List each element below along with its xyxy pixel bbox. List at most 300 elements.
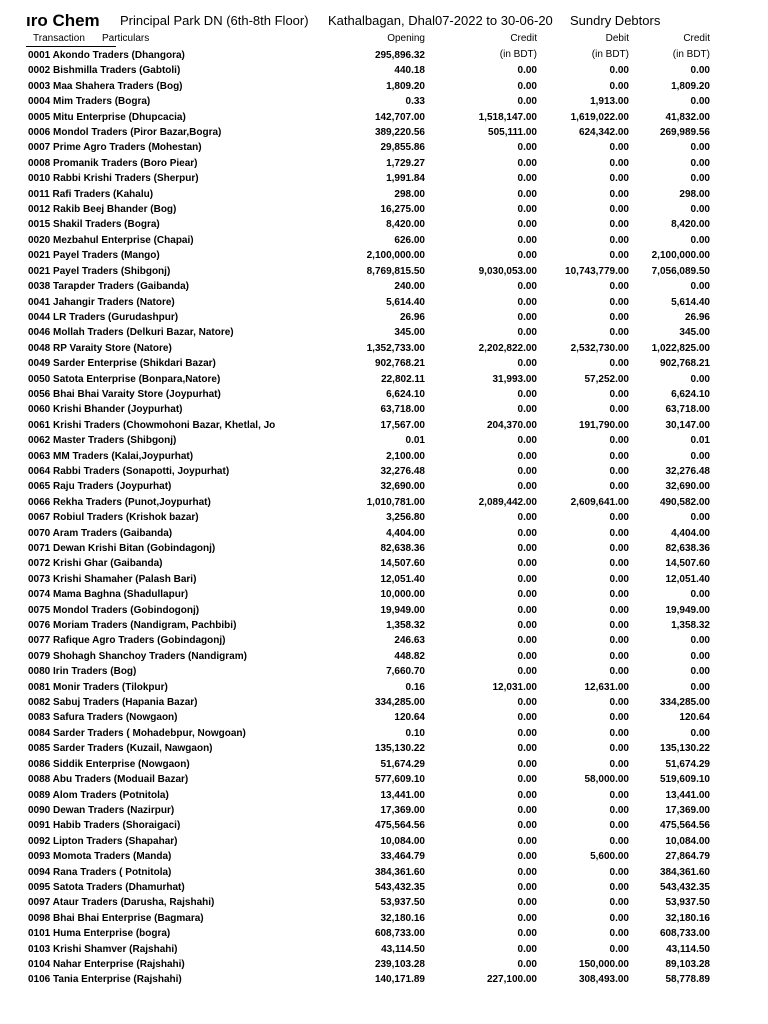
party-name: 0092 Lipton Traders (Shapahar): [28, 835, 178, 847]
credit-unit: (in BDT): [499, 49, 537, 60]
opening-value: 135,130.22: [374, 743, 425, 755]
table-row: [0, 295, 768, 310]
table-row: [0, 94, 768, 109]
debit-value: 0.00: [609, 620, 629, 632]
party-name: 0066 Rekha Traders (Punot,Joypurhat): [28, 496, 211, 508]
credit-value: 227,100.00: [486, 974, 537, 986]
table-row: [0, 618, 768, 633]
opening-value: 0.01: [405, 435, 425, 447]
table-row: [0, 48, 768, 63]
party-name: 0103 Krishi Shamver (Rajshahi): [28, 943, 178, 955]
closing-value: 0.00: [690, 635, 710, 647]
opening-value: 475,564.56: [374, 820, 425, 832]
party-name: 0085 Sarder Traders (Kuzail, Nawgaon): [28, 743, 213, 755]
table-row: [0, 680, 768, 695]
party-name: 0015 Shakil Traders (Bogra): [28, 219, 160, 231]
opening-value: 19,949.00: [380, 604, 425, 616]
closing-value: 135,130.22: [659, 743, 710, 755]
credit-value: 0.00: [517, 296, 537, 308]
opening-value: 0.10: [405, 727, 425, 739]
party-name: 0080 Irin Traders (Bog): [28, 666, 137, 678]
opening-value: 5,614.40: [386, 296, 425, 308]
opening-value: 51,674.29: [380, 758, 425, 770]
closing-value: 32,180.16: [665, 912, 710, 924]
credit-value: 0.00: [517, 481, 537, 493]
column-particulars: Particulars: [102, 33, 150, 44]
closing-value: 30,147.00: [665, 419, 710, 431]
closing-value: 0.00: [690, 281, 710, 293]
table-row: [0, 603, 768, 618]
closing-value: 0.00: [690, 157, 710, 169]
table-row: [0, 972, 768, 987]
credit-value: 0.00: [517, 881, 537, 893]
credit-value: 0.00: [517, 928, 537, 940]
opening-value: 1,991.84: [386, 173, 425, 185]
credit-value: 0.00: [517, 450, 537, 462]
table-row: [0, 926, 768, 941]
credit-value: 0.00: [517, 820, 537, 832]
debit-value: 2,609,641.00: [570, 496, 629, 508]
debit-value: 0.00: [609, 820, 629, 832]
closing-value: 298.00: [679, 188, 710, 200]
credit-value: 0.00: [517, 388, 537, 400]
credit-value: 0.00: [517, 435, 537, 447]
closing-value: 608,733.00: [659, 928, 710, 940]
debit-value: 308,493.00: [578, 974, 629, 986]
opening-value: 1,010,781.00: [366, 496, 425, 508]
debit-value: 0.00: [609, 173, 629, 185]
party-name: 0004 Mim Traders (Bogra): [28, 96, 151, 108]
closing-value: 4,404.00: [671, 527, 710, 539]
debit-value: 0.00: [609, 65, 629, 77]
closing-value: 43,114.50: [666, 943, 710, 955]
party-name: 0010 Rabbi Krishi Traders (Sherpur): [28, 173, 199, 185]
closing-value: 32,690.00: [665, 481, 710, 493]
table-row: [0, 279, 768, 294]
table-row: [0, 233, 768, 248]
closing-value: 120.64: [679, 712, 710, 724]
debit-value: 0.00: [609, 543, 629, 554]
table-row: [0, 140, 768, 155]
party-name: 0067 Robiul Traders (Krishok bazar): [28, 512, 199, 524]
debit-value: 0.00: [609, 157, 629, 169]
credit-value: 0.00: [517, 620, 537, 632]
opening-value: 246.63: [394, 635, 425, 647]
opening-value: 448.82: [394, 650, 425, 662]
party-name: 0086 Siddik Enterprise (Nowgaon): [28, 758, 190, 770]
column-opening: Opening: [387, 33, 425, 44]
opening-value: 902,768.21: [374, 358, 425, 370]
credit-value: 0.00: [517, 897, 537, 909]
credit-value: 0.00: [517, 573, 537, 585]
closing-value: 32,276.48: [665, 465, 710, 477]
debit-value: 0.00: [609, 943, 629, 955]
closing-value: 0.00: [690, 650, 710, 662]
debit-value: 0.00: [609, 758, 629, 770]
debit-value: 624,342.00: [578, 127, 629, 139]
closing-value: 345.00: [679, 327, 710, 339]
party-name: 0101 Huma Enterprise (bogra): [28, 928, 171, 940]
closing-value: 0.00: [690, 173, 710, 185]
table-row: [0, 849, 768, 864]
credit-value: 0.00: [517, 142, 537, 154]
debit-value: 0.00: [609, 712, 629, 724]
closing-value: 2,100,000.00: [651, 250, 710, 262]
opening-value: 384,361.60: [374, 866, 425, 878]
credit-value: 0.00: [517, 80, 537, 92]
opening-value: 577,609.10: [374, 774, 425, 786]
credit-value: 0.00: [517, 912, 537, 924]
debit-value: 0.00: [609, 188, 629, 200]
debit-value: 0.00: [609, 450, 629, 462]
opening-value: 4,404.00: [386, 527, 425, 539]
debit-value: 0.00: [609, 327, 629, 339]
party-name: 0089 Alom Traders (Potnitola): [28, 789, 169, 801]
table-row: [0, 818, 768, 833]
table-row: [0, 387, 768, 402]
closing-value: 0.00: [690, 142, 710, 154]
company-name: ıro Chem: [26, 11, 100, 30]
table-row: [0, 248, 768, 263]
debit-value: 0.00: [609, 666, 629, 678]
credit-value: 0.00: [517, 234, 537, 246]
table-row: [0, 171, 768, 186]
opening-value: 1,809.20: [386, 80, 425, 92]
table-row: [0, 541, 768, 556]
credit-value: 0.00: [517, 527, 537, 539]
table-row: [0, 341, 768, 356]
opening-value: 12,051.40: [380, 573, 425, 585]
opening-value: 33,464.79: [380, 851, 425, 863]
party-name: 0097 Ataur Traders (Darusha, Rajshahi): [28, 897, 215, 909]
table-row: [0, 217, 768, 232]
party-name: 0088 Abu Traders (Moduail Bazar): [28, 774, 189, 786]
opening-value: 10,084.00: [380, 835, 425, 847]
opening-value: 22,802.11: [381, 373, 425, 385]
table-row: [0, 156, 768, 171]
table-row: [0, 464, 768, 479]
credit-value: 0.00: [517, 943, 537, 955]
opening-value: 0.16: [405, 681, 425, 693]
debit-value: 0.00: [609, 435, 629, 447]
credit-value: 0.00: [517, 866, 537, 878]
credit-value: 0.00: [517, 604, 537, 616]
debit-value: 0.00: [609, 404, 629, 416]
party-name: 0106 Tania Enterprise (Rajshahi): [28, 974, 182, 986]
debit-value: 0.00: [609, 727, 629, 739]
debit-value: 0.00: [609, 388, 629, 400]
opening-value: 2,100,000.00: [366, 250, 425, 262]
table-row: [0, 310, 768, 325]
credit-value: 2,202,822.00: [478, 342, 537, 354]
report-title: Sundry Debtors: [570, 13, 661, 28]
location-period: Kathalbagan, Dhal07-2022 to 30-06-20: [328, 13, 553, 28]
party-name: 0104 Nahar Enterprise (Rajshahi): [28, 958, 185, 970]
debit-value: 0.00: [609, 897, 629, 909]
party-name: 0021 Payel Traders (Mango): [28, 250, 160, 262]
debit-value: 0.00: [609, 142, 629, 154]
credit-value: 0.00: [517, 635, 537, 647]
closing-value: 0.00: [690, 204, 710, 216]
credit-value: 0.00: [517, 65, 537, 77]
opening-value: 32,690.00: [380, 481, 425, 493]
credit-value: 0.00: [517, 358, 537, 370]
party-name: 0083 Safura Traders (Nowgaon): [28, 712, 178, 724]
closing-value: 13,441.00: [665, 789, 710, 801]
credit-value: 0.00: [517, 188, 537, 200]
opening-value: 0.33: [405, 96, 425, 108]
closing-value: 269,989.56: [659, 127, 710, 139]
table-row: [0, 572, 768, 587]
table-row: [0, 202, 768, 217]
opening-value: 298.00: [394, 188, 425, 200]
credit-value: 0.00: [517, 281, 537, 293]
report-header: [0, 0, 768, 32]
debit-value: 0.00: [609, 465, 629, 477]
table-row: [0, 726, 768, 741]
debit-value: 0.00: [609, 635, 629, 647]
credit-value: 0.00: [517, 666, 537, 678]
table-row: [0, 372, 768, 387]
opening-value: 17,369.00: [380, 804, 425, 816]
debit-value: 0.00: [609, 804, 629, 816]
table-row: [0, 633, 768, 648]
closing-value: 543,432.35: [659, 881, 710, 893]
column-transaction: Transaction: [33, 33, 85, 44]
table-row: [0, 63, 768, 78]
credit-value: 0.00: [517, 558, 537, 570]
table-row: [0, 772, 768, 787]
table-row: [0, 79, 768, 94]
party-name: 0074 Mama Baghna (Shadullapur): [28, 589, 189, 601]
credit-value: 0.00: [517, 96, 537, 108]
opening-value: 8,769,815.50: [366, 265, 425, 277]
opening-value: 2,100.00: [386, 450, 425, 462]
closing-value: 902,768.21: [659, 358, 710, 370]
credit-value: 0.00: [517, 589, 537, 601]
closing-value: 27,864.79: [665, 851, 710, 863]
closing-value: 0.00: [690, 373, 710, 385]
opening-value: 389,220.56: [374, 127, 425, 139]
debtors-table: [0, 48, 768, 988]
opening-value: 16,275.00: [380, 204, 425, 216]
debit-value: 0.00: [609, 204, 629, 216]
debit-value: 0.00: [609, 697, 629, 709]
closing-value: 519,609.10: [659, 774, 710, 786]
debit-value: 0.00: [609, 835, 629, 847]
debit-value: 0.00: [609, 234, 629, 246]
table-row: [0, 895, 768, 910]
party-name: 0094 Rana Traders ( Potnitola): [28, 866, 172, 878]
debit-value: 12,631.00: [584, 681, 629, 693]
debit-value: 0.00: [609, 650, 629, 662]
debit-value: 0.00: [609, 589, 629, 601]
party-name: 0077 Rafique Agro Traders (Gobindagonj): [28, 635, 226, 647]
credit-value: 12,031.00: [492, 681, 537, 693]
debit-value: 57,252.00: [584, 373, 629, 385]
closing-value: 0.00: [690, 666, 710, 678]
credit-value: 0.00: [517, 465, 537, 477]
closing-value: 0.00: [690, 65, 710, 77]
credit-value: 0.00: [517, 712, 537, 724]
opening-value: 3,256.80: [386, 512, 425, 524]
credit-value: 0.00: [517, 404, 537, 416]
credit-value: 0.00: [517, 958, 537, 970]
debit-value: 0.00: [609, 912, 629, 924]
opening-value: 8,420.00: [386, 219, 425, 231]
credit-value: 0.00: [517, 727, 537, 739]
party-name: 0007 Prime Agro Traders (Mohestan): [28, 142, 202, 154]
closing-value: 14,507.60: [665, 558, 710, 570]
credit-value: 0.00: [517, 157, 537, 169]
party-name: 0090 Dewan Traders (Nazirpur): [28, 804, 175, 816]
party-name: 0001 Akondo Traders (Dhangora): [28, 50, 185, 61]
party-name: 0060 Krishi Bhander (Joypurhat): [28, 404, 183, 416]
closing-value: 82,638.36: [665, 543, 710, 554]
credit-value: 0.00: [517, 697, 537, 709]
credit-value: 0.00: [517, 543, 537, 554]
closing-value: 89,103.28: [665, 958, 710, 970]
credit-value: 0.00: [517, 173, 537, 185]
closing-value: 334,285.00: [659, 697, 710, 709]
closing-value: 8,420.00: [671, 219, 710, 231]
table-row: [0, 942, 768, 957]
closing-value: 0.00: [690, 450, 710, 462]
closing-value: 53,937.50: [665, 897, 710, 909]
debit-value: 0.00: [609, 80, 629, 92]
party-name: 0046 Mollah Traders (Delkuri Bazar, Natore): [28, 327, 234, 339]
party-name: 0071 Dewan Krishi Bitan (Gobindagonj): [28, 543, 216, 554]
table-row: [0, 110, 768, 125]
opening-value: 239,103.28: [374, 958, 425, 970]
opening-value: 140,171.89: [374, 974, 425, 986]
table-row: [0, 510, 768, 525]
party-name: 0079 Shohagh Shanchoy Traders (Nandigram): [28, 650, 247, 662]
closing-value: 490,582.00: [659, 496, 710, 508]
closing-value: 7,056,089.50: [651, 265, 710, 277]
credit-value: 0.00: [517, 204, 537, 216]
opening-value: 240.00: [394, 281, 425, 293]
closing-value: 10,084.00: [665, 835, 710, 847]
closing-value: 1,022,825.00: [651, 342, 710, 354]
party-name: 0041 Jahangir Traders (Natore): [28, 296, 175, 308]
table-row: [0, 834, 768, 849]
debit-value: 0.00: [609, 311, 629, 323]
closing-value: 1,809.20: [671, 80, 710, 92]
party-name: 0072 Krishi Ghar (Gaibanda): [28, 558, 163, 570]
credit-value: 0.00: [517, 250, 537, 262]
table-row: [0, 125, 768, 140]
table-row: [0, 556, 768, 571]
party-name: 0005 Mitu Enterprise (Dhupcacia): [28, 111, 186, 123]
party-name: 0003 Maa Shahera Traders (Bog): [28, 80, 183, 92]
closing-value: 0.00: [690, 234, 710, 246]
party-name: 0002 Bishmilla Traders (Gabtoli): [28, 65, 181, 77]
debit-value: 0.00: [609, 358, 629, 370]
opening-value: 1,729.27: [386, 157, 425, 169]
debit-value: 0.00: [609, 928, 629, 940]
debit-value: 0.00: [609, 573, 629, 585]
opening-value: 345.00: [394, 327, 425, 339]
debit-value: 0.00: [609, 789, 629, 801]
party-name: 0076 Moriam Traders (Nandigram, Pachbibi): [28, 620, 237, 632]
closing-value: 0.00: [690, 727, 710, 739]
opening-value: 82,638.36: [380, 543, 425, 554]
table-row: [0, 449, 768, 464]
table-row: [0, 325, 768, 340]
closing-value: 51,674.29: [665, 758, 710, 770]
debit-value: 0.00: [609, 481, 629, 493]
table-row: [0, 865, 768, 880]
closing-value: 6,624.10: [671, 388, 710, 400]
credit-value: 0.00: [517, 758, 537, 770]
credit-value: 0.00: [517, 835, 537, 847]
credit-value: 0.00: [517, 219, 537, 231]
closing-unit: (in BDT): [672, 49, 710, 60]
column-closing-credit: Credit: [683, 33, 710, 44]
table-row: [0, 479, 768, 494]
opening-value: 1,352,733.00: [366, 342, 425, 354]
closing-value: 41,832.00: [665, 111, 710, 123]
party-name: 0008 Promanik Traders (Boro Piear): [28, 157, 198, 169]
table-row: [0, 880, 768, 895]
credit-value: 0.00: [517, 311, 537, 323]
closing-value: 0.00: [690, 681, 710, 693]
closing-value: 0.00: [690, 96, 710, 108]
party-name: 0061 Krishi Traders (Chowmohoni Bazar, Khetlal, Jo: [28, 419, 276, 431]
opening-value: 63,718.00: [380, 404, 425, 416]
opening-value: 120.64: [394, 712, 425, 724]
debit-value: 150,000.00: [578, 958, 629, 970]
party-name: 0073 Krishi Shamaher (Palash Bari): [28, 573, 197, 585]
credit-value: 2,089,442.00: [478, 496, 537, 508]
column-credit: Credit: [510, 33, 537, 44]
table-row: [0, 418, 768, 433]
table-row: [0, 587, 768, 602]
company-address: Principal Park DN (6th-8th Floor): [120, 13, 309, 28]
party-name: 0062 Master Traders (Shibgonj): [28, 435, 177, 447]
party-name: 0093 Momota Traders (Manda): [28, 851, 172, 863]
closing-value: 1,358.32: [671, 620, 710, 632]
table-row: [0, 495, 768, 510]
debit-value: 2,532,730.00: [570, 342, 629, 354]
party-name: 0084 Sarder Traders ( Mohadebpur, Nowgoan): [28, 727, 246, 739]
opening-value: 32,180.16: [380, 912, 425, 924]
debit-value: 0.00: [609, 558, 629, 570]
debit-value: 0.00: [609, 881, 629, 893]
table-row: [0, 264, 768, 279]
opening-value: 26.96: [399, 311, 425, 323]
debit-value: 0.00: [609, 527, 629, 539]
party-name: 0006 Mondol Traders (Piror Bazar,Bogra): [28, 127, 222, 139]
table-row: [0, 788, 768, 803]
table-row: [0, 187, 768, 202]
table-row: [0, 957, 768, 972]
opening-value: 1,358.32: [386, 620, 425, 632]
credit-value: 0.00: [517, 327, 537, 339]
closing-value: 0.00: [690, 589, 710, 601]
debit-value: 191,790.00: [578, 419, 629, 431]
credit-value: 0.00: [517, 650, 537, 662]
closing-value: 26.96: [684, 311, 710, 323]
opening-value: 53,937.50: [380, 897, 425, 909]
closing-value: 63,718.00: [665, 404, 710, 416]
opening-value: 14,507.60: [380, 558, 425, 570]
party-name: 0021 Payel Traders (Shibgonj): [28, 265, 171, 277]
party-name: 0011 Rafi Traders (Kahalu): [28, 188, 154, 200]
opening-value: 10,000.00: [380, 589, 425, 601]
closing-value: 58,778.89: [665, 974, 710, 986]
